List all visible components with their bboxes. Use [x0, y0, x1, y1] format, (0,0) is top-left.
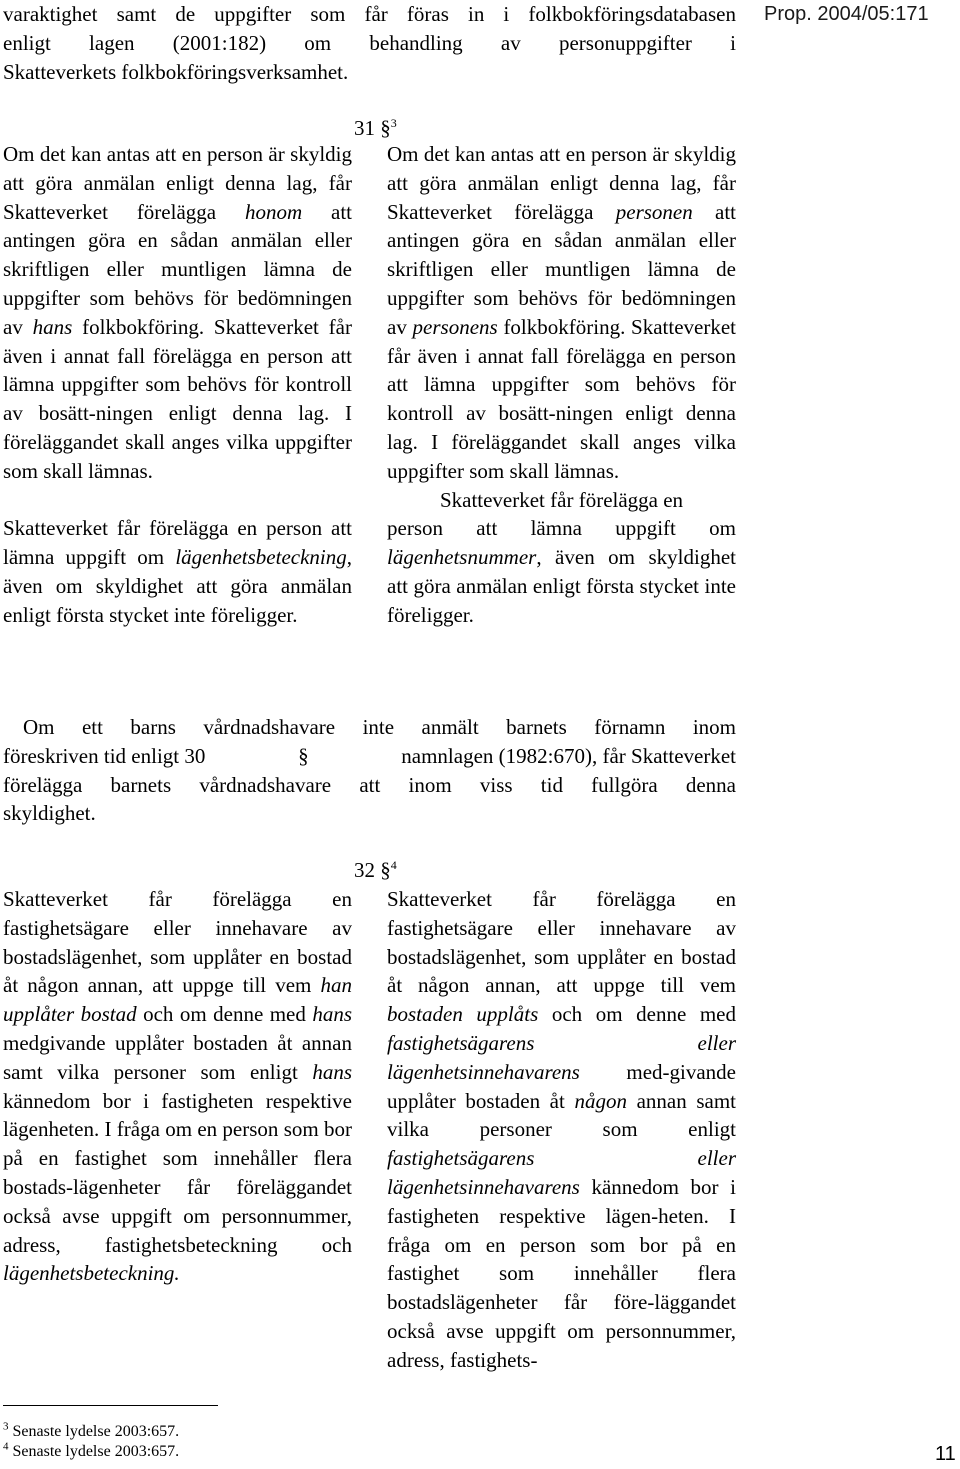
emphasis: någon — [574, 1088, 627, 1113]
section-number: 31 — [354, 116, 375, 140]
text-run: Skatteverket får förelägga en fastighetsägare eller innehavare av bostadslägenhet, som upplåter en bostad åt någon annan, att uppge till vem — [3, 887, 352, 998]
text-run: , även om skyldighet att göra anmälan enligt första stycket inte föreligger. — [3, 545, 352, 627]
text-line: skyldighet. — [3, 801, 96, 826]
section-mark: § — [298, 743, 309, 768]
text-run: Om det kan antas att en person är skyldig att göra anmälan enligt denna lag, får Skatteverket förelägga — [3, 142, 352, 224]
footnote — [3, 1442, 403, 1462]
intro-paragraph — [3, 0, 736, 86]
paragraph — [3, 885, 352, 1288]
text-run: Skatteverket får förelägga en person att lämna uppgift om — [3, 516, 352, 570]
paragraph — [387, 140, 736, 486]
emphasis: hans — [312, 1002, 353, 1027]
text-run: och om denne med — [551, 1002, 737, 1027]
footnote-number: 4 — [3, 1440, 9, 1453]
section-31-proposed-text — [387, 140, 736, 630]
section-mark: § — [380, 858, 391, 882]
text-run: folkbokföring. Skatteverket får även i annat fall förelägga en person att lämna uppgifter som behövs för kontroll av bosätt-ningen enligt denna lag. I föreläggandet skall anges vilka uppgifter som skall lämnas. — [387, 314, 737, 483]
page-number: 11 — [935, 1443, 956, 1465]
text-run: person att lämna uppgift om — [387, 516, 736, 541]
intro-line: Skatteverkets folkbokföringsverksamhet. — [3, 59, 349, 84]
text-run: , även om skyldighet att göra anmälan enligt första stycket inte föreligger. — [387, 545, 736, 627]
paragraph — [3, 514, 352, 629]
text-run: folkbokföring. Skatteverket får även i annat fall förelägga en person att lämna uppgifter som behövs för kontroll av bosätt-ningen enligt denna lag. I föreläggandet skall anges vilka uppgifter som skall lämnas. — [3, 314, 352, 483]
text-line: förelägga barnets vårdnadshavare att inom viss tid fullgöra denna — [3, 772, 736, 797]
section-mark: § — [380, 116, 391, 140]
emphasis: han upplåter bostad — [3, 973, 353, 1027]
emphasis: fastighetsägarens eller lägenhetsinnehavarens — [387, 1146, 736, 1199]
section-31-current-text — [3, 140, 352, 630]
text-run: Skatteverket får förelägga en fastighetsägare eller innehavare av bostadslägenhet, som upplåter en bostad åt någon annan, att uppge till vem — [387, 887, 736, 998]
footnote — [3, 1422, 403, 1442]
emphasis: fastighetsägarens eller lägenhetsinnehavarens — [387, 1030, 736, 1084]
footnote-divider — [3, 1405, 218, 1406]
section-31-heading — [354, 114, 414, 143]
text-run: medgivande upplåter bostaden åt annan samt vilka personer som enligt — [3, 1030, 352, 1084]
paragraph — [3, 140, 352, 486]
section-number: 32 — [354, 858, 375, 882]
text-run: föreskriven tid enligt 30 — [3, 743, 206, 768]
proposition-label: Prop. 2004/05:171 — [764, 3, 929, 25]
emphasis: honom — [244, 199, 303, 224]
emphasis: lägenhetsnummer — [387, 545, 537, 570]
footnote-text: Senaste lydelse 2003:657. — [12, 1423, 180, 1440]
emphasis: personens — [412, 314, 498, 339]
emphasis: bostaden upplåts — [387, 1002, 539, 1027]
emphasis: hans — [312, 1059, 352, 1084]
footnotes — [3, 1422, 403, 1462]
paragraph-first-line: Skatteverket får förelägga en — [439, 487, 684, 512]
section-32-proposed-text — [387, 885, 736, 1375]
text-run: att antingen göra en sådan anmälan eller skriftligen eller muntligen lämna de uppgifter som behövs för bedömningen av — [387, 199, 736, 339]
emphasis: personen — [615, 199, 693, 224]
text-run: annan samt vilka personer som enligt — [387, 1088, 737, 1142]
text-run: namnlagen (1982:670), får Skatteverket — [401, 743, 736, 768]
footnote-ref: 3 — [390, 116, 397, 130]
paragraph — [387, 514, 736, 629]
text-run: med-givande upplåter bostaden åt — [387, 1059, 736, 1113]
paragraph — [387, 885, 736, 1375]
intro-line: enligt lagen (2001:182) om behandling av personuppgifter i — [3, 30, 736, 55]
text-run: och om denne med — [143, 1002, 306, 1027]
text-run: kännedom bor i fastigheten respektive lägen-heten. I fråga om en person som bor på en fastighet som innehåller flera bostadslägenheter får före-läggandet också avse uppgift om personnummer, adress, fastighets- — [387, 1174, 736, 1372]
section-32-heading — [354, 856, 414, 885]
intro-line: varaktighet samt de uppgifter som får föras in i folkbokföringsdatabasen — [3, 2, 736, 26]
footnote-text: Senaste lydelse 2003:657. — [12, 1443, 180, 1460]
text-run: kännedom bor i fastigheten respektive lägenheten. I fråga om en person som bor på en fastighet som innehåller flera bostads-lägenheter får föreläggandet också avse uppgift om personnummer, adress, fastighetsbeteckning och — [3, 1088, 352, 1257]
emphasis: lägenhetsbeteckning — [175, 545, 347, 570]
footnote-ref: 4 — [390, 858, 397, 872]
section-32-current-text — [3, 885, 352, 1288]
footnote-number: 3 — [3, 1420, 9, 1433]
emphasis: hans — [32, 314, 73, 339]
text-line — [3, 742, 736, 771]
section-31-common-paragraph — [3, 713, 736, 828]
emphasis: lägenhetsbeteckning. — [3, 1261, 180, 1286]
text-run: att antingen göra en sådan anmälan eller skriftligen eller muntligen lämna de uppgifter som behövs för bedömningen av — [3, 199, 352, 339]
text-run: Om det kan antas att en person är skyldig att göra anmälan enligt denna lag, får Skatteverket förelägga — [387, 142, 736, 224]
text-line: Om ett barns vårdnadshavare inte anmält barnets förnamn inom — [23, 715, 736, 739]
